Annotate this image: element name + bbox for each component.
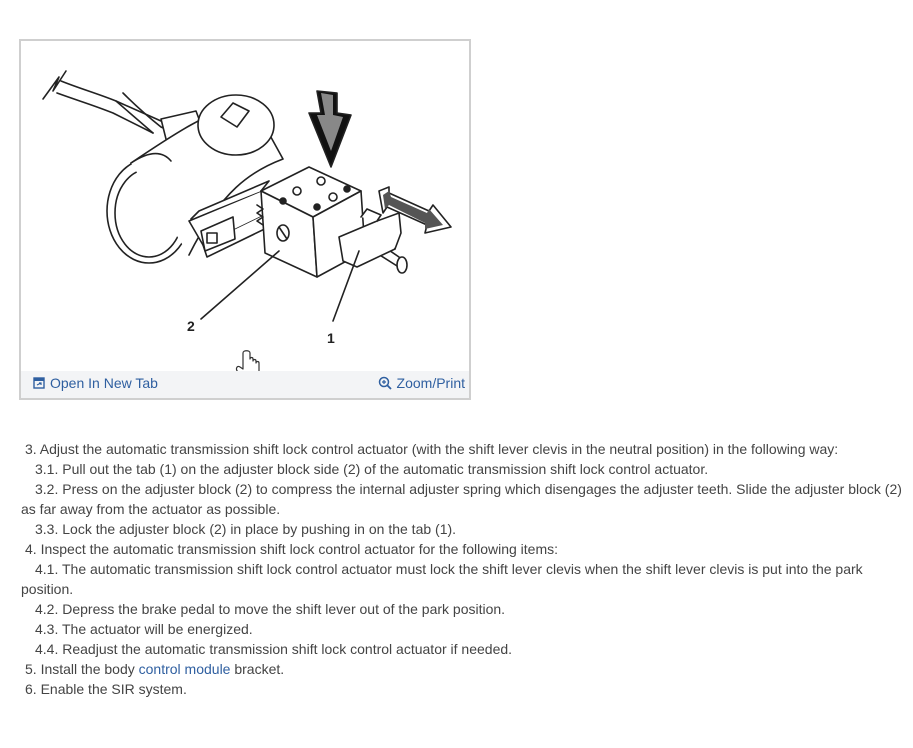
step-3-3: 3.3. Lock the adjuster block (2) in place by pushing in on the tab (1).: [35, 521, 457, 537]
callout-2: 2: [187, 318, 195, 334]
step-4-1: 4.1. The automatic transmission shift lock control actuator must lock the shift lever clevis when the shift lever clevis is put into the park position.: [21, 561, 863, 597]
callout-1: 1: [327, 330, 335, 346]
zoom-print-link[interactable]: [378, 375, 465, 391]
figure-container: [19, 39, 471, 400]
step-3-1: 3.1. Pull out the tab (1) on the adjuster block side (2) of the automatic transmission shift lock control actuator.: [35, 461, 709, 477]
step-5-prefix: 5. Install the body: [25, 661, 139, 677]
zoom-print-label: Zoom/Print: [396, 375, 465, 391]
new-tab-icon: [33, 377, 45, 389]
open-in-new-tab-link[interactable]: [33, 375, 158, 391]
step-3: 3. Adjust the automatic transmission shift lock control actuator (with the shift lever clevis in the neutral position) in the following way:: [25, 441, 839, 457]
step-4-3: 4.3. The actuator will be energized.: [35, 621, 253, 637]
step-6: 6. Enable the SIR system.: [25, 681, 187, 697]
step-5-suffix: bracket.: [230, 661, 285, 677]
procedure-steps: [21, 439, 906, 699]
hand-cursor-icon: [237, 351, 259, 371]
step-3-2: 3.2. Press on the adjuster block (2) to compress the internal adjuster spring which disengages the adjuster teeth. Slide the adjuster block (2) as far away from the actuator as possible.: [21, 481, 902, 517]
step-5: [21, 659, 906, 679]
shift-lock-actuator-diagram[interactable]: [21, 41, 469, 371]
zoom-magnifier-icon: [378, 376, 392, 390]
step-4: 4. Inspect the automatic transmission shift lock control actuator for the following items:: [25, 541, 559, 557]
open-in-new-tab-label: Open In New Tab: [50, 375, 158, 391]
step-4-4: 4.4. Readjust the automatic transmission shift lock control actuator if needed.: [35, 641, 513, 657]
step-4-2: 4.2. Depress the brake pedal to move the shift lever out of the park position.: [35, 601, 506, 617]
control-module-link[interactable]: control module: [138, 661, 231, 677]
figure-toolbar: [21, 371, 469, 398]
